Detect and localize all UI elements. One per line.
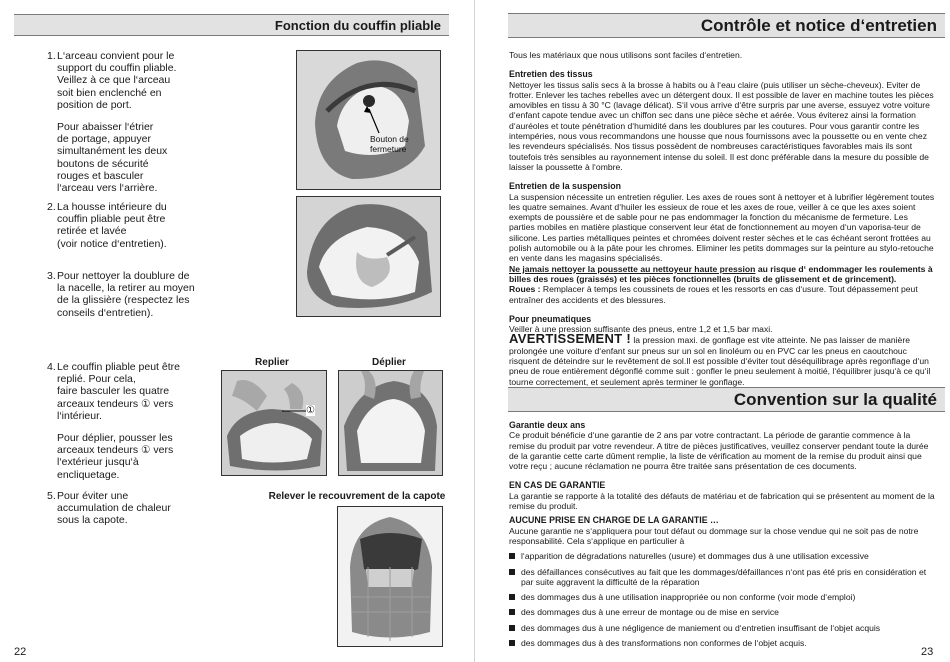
warning-underlined: Ne jamais nettoyer la poussette au nettoyeur haute pression — [509, 263, 756, 274]
bullet-text: des dommages dus à une négligence de maniement ou d‘entretien insuffisant de l‘objet acquis — [521, 622, 881, 633]
step-text-secondary: Pour déplier, pousser les arceaux tendeurs ① vers l‘extérieur jusqu‘à encliquetage. — [57, 432, 174, 481]
step-number: 1. — [47, 50, 56, 62]
caption-deplier: Déplier — [372, 357, 406, 368]
garantie-body: Ce produit bénéficie d‘une garantie de 2 ans par votre contractant. La période de garantie commence à la remise du produit par votre revendeur. A titre de pièces justificatives, veuillez conserver pendant toute la durée de la garantie cette carte dûment remplie, la liste de vérification au moment de la remise du produit ainsi que votre reçu ; aucune réclamation ne pourra être traitée sans présentation de ces documents. — [509, 430, 929, 472]
bullet-text: des dommages dus à une erreur de montage ou de mise en service — [521, 607, 779, 618]
photo-capote — [337, 506, 443, 647]
exclusion-bullet — [509, 551, 936, 561]
quality-section — [509, 420, 936, 648]
aucune-title: AUCUNE PRISE EN CHARGE DE LA GARANTIE … — [509, 515, 719, 526]
care-intro: Tous les matériaux que nous utilisons sont faciles d‘entretien. — [509, 50, 743, 60]
inner-cover-illustration — [297, 197, 440, 316]
step-text-secondary: Pour abaisser l‘étrier de portage, appuyer simultanément les deux boutons de sécurité rouges et basculer l‘arceau vers l‘arrière. — [57, 121, 168, 195]
page-number-right: 23 — [921, 646, 934, 658]
photo-bassinet-handle — [296, 50, 441, 190]
circle-marker-1: ① — [306, 405, 315, 416]
right-page-header-care: Contrôle et notice d‘entretien — [508, 13, 945, 38]
exclusion-bullet — [509, 592, 936, 602]
tissus-body: Nettoyer les tissus salis secs à la brosse à habits ou à l‘eau claire (puis utiliser un sèche-cheveux). Eviter de frotter. Enlever les taches rebelles avec un détergent doux. Il est possible de laver en machine toutes les pièces amovibles en tissu à 30 °C (lavage délicat). S‘il vous arrive d‘être surpris par une averse, essuyez votre voiture d‘enfant capote tendue avec un chiffon sec dans une pièce sèche et aérée. Vous éviterez ainsi la formation d‘auréoles et toute pénétration d‘humidité dans les doublures par les coutures. Pour vous garantir contre les intempéries, nous vous recommandons une housse que nous fournissons avec la poussette ou en vente chez les revendeurs spécialisés. Nos tissus possèdent de nombreuses caractéristiques favorables mais ils sont toutefois très sensibles au rayonnement intense du soleil. Il est donc préférable dans la mesure du possible de laisser la poussette à l‘ombre. — [509, 79, 934, 172]
bullet-square — [509, 640, 515, 646]
bullet-text: des dommages dus à une utilisation inappropriée ou non conforme (voir mode d‘emploi) — [521, 592, 856, 603]
step-4 — [47, 361, 237, 481]
photo-replier — [221, 370, 327, 476]
garantie-cas-title: EN CAS DE GARANTIE — [509, 480, 606, 491]
exclusion-bullet — [509, 623, 936, 633]
capote-illustration — [338, 507, 442, 646]
exclusion-bullet — [509, 607, 936, 617]
roues-text: Remplacer à temps les coussinets de roues et les ressorts en cas d‘usure. Tout dépassement peut entraîner des accidents et des blessures. — [509, 284, 918, 305]
tissus-title: Entretien des tissus — [509, 69, 593, 80]
bullet-text: des défaillances consécutives au fait que les dommages/défaillances n‘ont pas été pris en considération et par suite aggravent la difficulté de la réparation — [521, 566, 927, 587]
caption-capote: Relever le recouvrement de la capote — [268, 491, 446, 502]
pneus-body-paragraph — [509, 331, 936, 387]
roues-paragraph — [509, 284, 936, 305]
deplier-illustration — [339, 371, 442, 475]
step-text: Pour nettoyer la doublure de la nacelle, la retirer au moyen de la glissière (respectez les conseils d‘entretien). — [57, 270, 195, 319]
replier-illustration — [222, 371, 326, 475]
bullet-square — [509, 553, 515, 559]
care-section — [509, 50, 936, 387]
step-number: 2. — [47, 201, 56, 213]
step-number: 3. — [47, 270, 56, 282]
photo-label-bouton-fermeture: Bouton de fermeture — [370, 134, 409, 154]
bullet-square — [509, 625, 515, 631]
step-3 — [47, 270, 237, 319]
photo-inner-cover — [296, 196, 441, 317]
suspension-body: La suspension nécessite un entretien régulier. Les axes de roues sont à nettoyer et à lubrifier légèrement toutes les quatre semaines. Avant d‘huiler les essieux de roue et les axes de roue, veiller à ce que les axes soient exempts de poussière et de sable pour ne pas endommager la fonction du mécanisme de fermeture. Les parties mobiles en matière plastique conservent leur état de fonctionnement au moyen d‘un vaporisa-teur de silicone. Les parties métalliques peintes et chromées doivent rester sèches et le cas échéant seront frottées au polish automobile ou à la pâte pour les chromes. Eliminer les petits dommages sur la peinture au stylo-retouche en vente dans les magasins spécialisés. — [509, 191, 935, 264]
step-text: L‘arceau convient pour le support du couffin pliable. Veillez à ce que l‘arceau soit bien enclenché en position de port. — [57, 50, 177, 111]
step-1 — [47, 50, 237, 194]
aucune-body: Aucune garantie ne s‘appliquera pour tout défaut ou dommage sur la chose vendue qui ne soit pas de notre responsabilité. Cela s‘applique en particulier à — [509, 525, 919, 546]
step-text: La housse intérieure du couffin pliable peut être retirée et lavée (voir notice d‘entretien). — [57, 201, 167, 250]
suspension-title: Entretien de la suspension — [509, 181, 621, 192]
left-page-header: Fonction du couffin pliable — [14, 14, 449, 36]
garantie-cas-body: La garantie se rapporte à la totalité des défauts de matériau et de fabrication qui se présentent au moment de la remise du produit. — [509, 490, 935, 512]
pneus-body: la pression maxi. de gonflage est vite atteinte. Ne pas laisser de manière prolongée une voiture d‘enfant sur pneus sur un sol en linoléum ou en PVC car les pneus en caoutchouc risquent de déteindre sur le revêtement de sol.Il est possible d‘éviter tout déséquilibrage après regonflage d‘un pneu de roue entièrement dégonflé comme suit : gonfler le pneu seulement à moitié, l‘équilibrer jusqu‘à ce qu‘il tourne correctement, et seulement après terminer le gonflage. — [509, 335, 931, 387]
bullet-text: l‘apparition de dégradations naturelles (usure) et dommages dus à une utilisation excessive — [521, 551, 869, 562]
page-number-left: 22 — [14, 646, 27, 658]
garantie-title: Garantie deux ans — [509, 420, 586, 430]
bullet-square — [509, 569, 515, 575]
caption-replier: Replier — [255, 357, 289, 368]
right-page-header-quality: Convention sur la qualité — [508, 387, 945, 412]
photo-deplier — [338, 370, 443, 476]
roues-label: Roues : — [509, 284, 541, 295]
step-text: Pour éviter une accumulation de chaleur sous la capote. — [57, 490, 171, 527]
warning-rest: au risque d‘ endommager les roulements à billes des roues (graissés) et les pièces fonctionnelles (bruits de glissement et de grincement). — [509, 263, 933, 284]
page-divider — [474, 0, 475, 662]
step-5 — [47, 490, 237, 527]
pneus-title: Pour pneumatiques — [509, 313, 592, 324]
bassinet-handle-illustration — [297, 51, 440, 189]
step-number: 4. — [47, 361, 56, 373]
bullet-square — [509, 609, 515, 615]
step-number: 5. — [47, 490, 56, 502]
avertissement-label: AVERTISSEMENT ! — [509, 331, 631, 347]
step-2 — [47, 201, 237, 250]
pneus-line1: Veiller à une pression suffisante des pneus, entre 1,2 et 1,5 bar maxi. — [509, 324, 773, 335]
exclusion-bullet — [509, 567, 936, 588]
exclusion-bullet — [509, 638, 936, 648]
step-text: Le couffin pliable peut être replié. Pour cela, faire basculer les quatre arceaux tendeurs ① vers l‘intérieur. — [57, 361, 180, 422]
suspension-warning — [509, 264, 936, 285]
bullet-text: des dommages dus à des transformations non conformes de l‘objet acquis. — [521, 638, 807, 649]
bullet-square — [509, 594, 515, 600]
